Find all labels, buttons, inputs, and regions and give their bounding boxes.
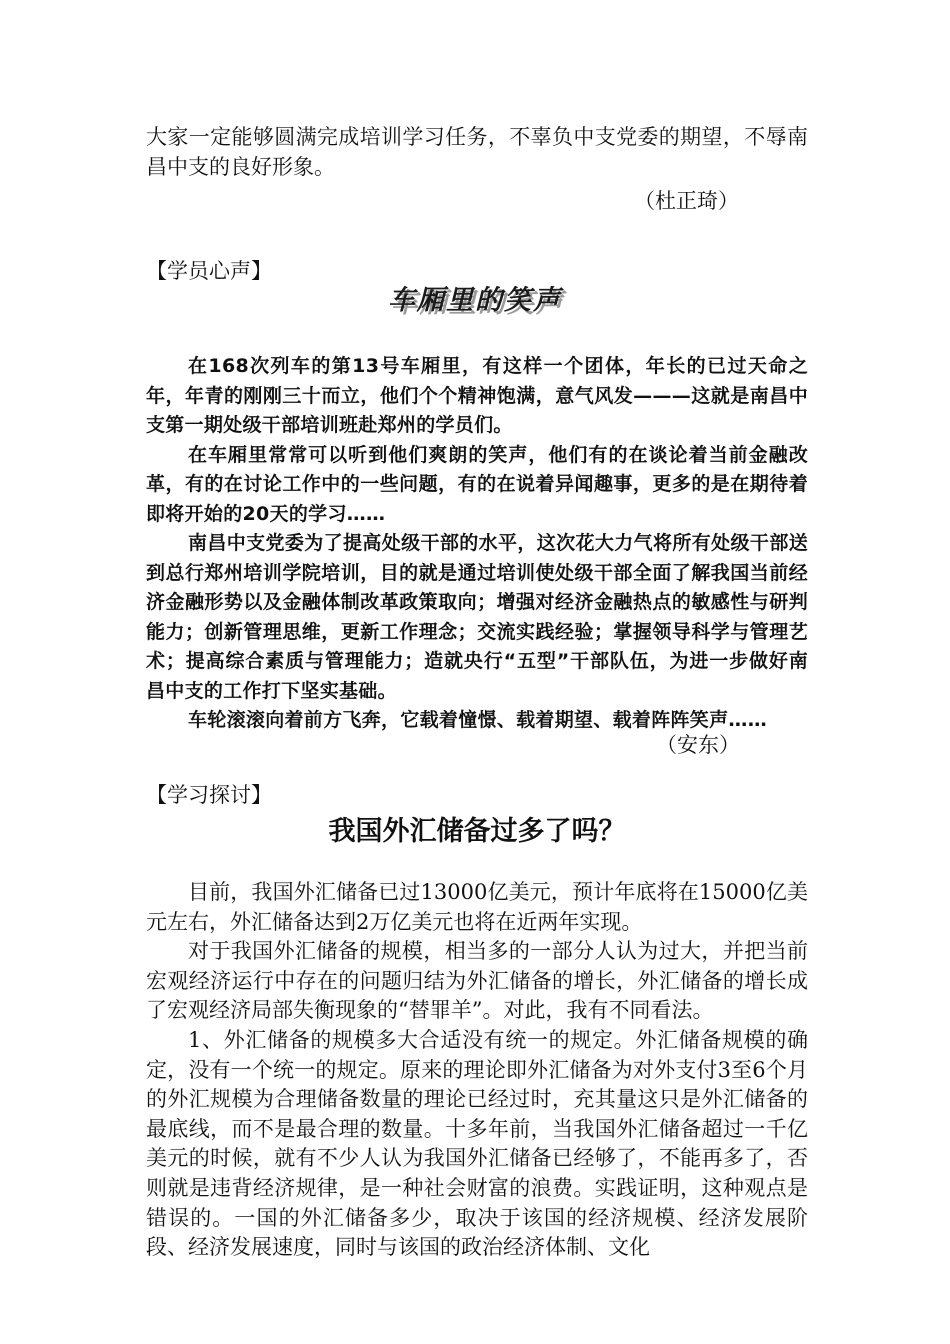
body-paragraph: 对于我国外汇储备的规模，相当多的一部分人认为过大，并把当前宏观经济运行中存在的问题归结为外汇储备的增长，外汇储备的增长成了宏观经济局部失衡现象的“替罪羊”。对此，我有不同看法。 [146, 939, 808, 1023]
continuation-paragraph: 大家一定能够圆满完成培训学习任务，不辜负中支党委的期望，不辱南昌中支的良好形象。 [146, 125, 808, 179]
body-paragraph: 在车厢里常常可以听到他们爽朗的笑声，他们有的在谈论着当前金融改革，有的在讨论工作中的一些问题，有的在说着异闻趣事，更多的是在期待着即将开始的20天的学习…… [146, 443, 808, 525]
article-title-laughter: 车厢里的笑声 [388, 285, 562, 316]
article-title-forex: 我国外汇储备过多了吗？ [328, 816, 626, 847]
body-paragraph: 在168次列车的第13号车厢里，有这样一个团体，年长的已过天命之年，年青的刚刚三十而立，他们个个精神饱满，意气风发———这就是南昌中支第一期处级干部培训班赴郑州的学员们。 [146, 355, 808, 436]
section-label-study-discussion: 【学习探讨】 [146, 783, 272, 807]
section-label-student-voice: 【学员心声】 [146, 259, 272, 283]
body-paragraph: 1、外汇储备的规模多大合适没有统一的规定。外汇储备规模的确定，没有一个统一的规定。原来的理论即外汇储备为对外支付3至6个月的外汇规模为合理储备数量的理论已经过时，充其量这只是外汇储备的最底线，而不是最合理的数量。十多年前，当我国外汇储备超过一千亿美元的时候，就有不少人认为我国外汇储备已经够了，不能再多了，否则就是违背经济规律，是一种社会财富的浪费。实践证明，这种观点是错误的。一国的外汇储备多少，取决于该国的经济规模、经济发展阶段、经济发展速度，同时与该国的政治经济体制、文化 [146, 1027, 808, 1260]
author-signature-2: （安东） [656, 733, 740, 757]
article-body-forex [146, 878, 808, 1263]
body-paragraph: 目前，我国外汇储备已过13000亿美元，预计年底将在15000亿美元左右，外汇储备达到2万亿美元也将在近两年实现。 [146, 880, 808, 934]
body-paragraph: 车轮滚滚向着前方飞奔，它载着憧憬、载着期望、载着阵阵笑声…… [188, 709, 768, 731]
author-signature-1: （杜正琦） [634, 189, 739, 213]
article-body-laughter [146, 352, 808, 736]
body-paragraph: 南昌中支党委为了提高处级干部的水平，这次花大力气将所有处级干部送到总行郑州培训学院培训，目的就是通过培训使处级干部全面了解我国当前经济金融形势以及金融体制改革政策取向；增强对经济金融热点的敏感性与研判能力；创新管理思维，更新工作理念；交流实践经验；掌握领导科学与管理艺术；提高综合素质与管理能力；造就央行“五型”干部队伍，为进一步做好南昌中支的工作打下坚实基础。 [146, 532, 808, 702]
